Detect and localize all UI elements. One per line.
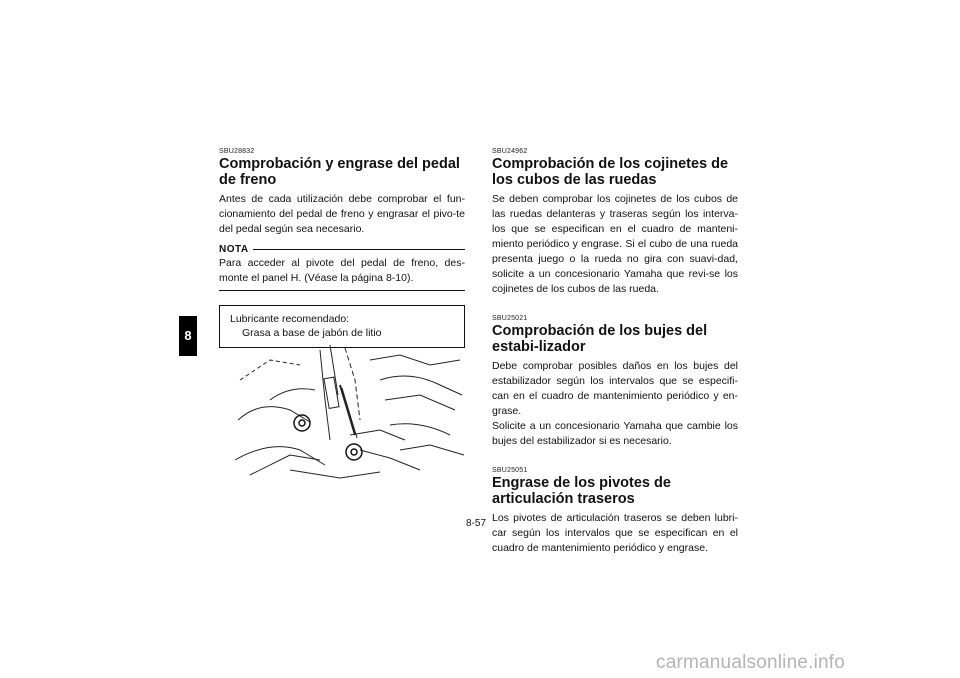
section-body-rear-pivots: Los pivotes de articulación traseros se deben lubri-car según los intervalos que se especifican en el cuadro de mantenimiento periódico y engrase. bbox=[492, 512, 738, 554]
section-title-brake-pedal: Comprobación y engrase del pedal de freno bbox=[219, 156, 460, 188]
lubricant-title: Lubricante recomendado: bbox=[230, 313, 350, 325]
section-code: SBU25021 bbox=[492, 315, 528, 322]
watermark: carmanualsonline.info bbox=[656, 652, 846, 673]
right-column bbox=[492, 148, 738, 556]
section-body-stabilizer-bushings-2: Solicite a un concesionario Yamaha que cambie los bujes del estabilizador si es necesario. bbox=[492, 420, 738, 447]
section-body-stabilizer-bushings: Debe comprobar posibles daños en los bujes del estabilizador según los intervalos que se especifi-can en el cuadro de mantenimiento periódico y en-grase. bbox=[492, 360, 738, 417]
section-body-brake-pedal: Antes de cada utilización debe comprobar el fun-cionamiento del pedal de freno y engrasar el pivo-te del pedal según sea necesario. bbox=[219, 193, 465, 235]
nota-rule bbox=[253, 249, 465, 250]
left-column bbox=[219, 148, 465, 348]
lubricant-value: Grasa a base de jabón de litio bbox=[242, 327, 382, 339]
nota-label: NOTA bbox=[219, 243, 249, 255]
chapter-tab: 8 bbox=[179, 316, 197, 356]
page-number: 8-57 bbox=[466, 518, 487, 529]
nota-text: Para acceder al pivote del pedal de freno, des-monte el panel H. (Véase la página 8-10). bbox=[219, 257, 465, 284]
nota-bottom-rule bbox=[219, 290, 465, 291]
section-code: SBU24962 bbox=[492, 148, 528, 155]
brake-pedal-illustration bbox=[230, 340, 466, 482]
section-title-rear-pivots: Engrase de los pivotes de articulación traseros bbox=[492, 475, 671, 507]
section-title-stabilizer-bushings: Comprobación de los bujes del estabi-lizador bbox=[492, 323, 708, 355]
section-body-wheel-bearings: Se deben comprobar los cojinetes de los cubos de las ruedas delanteras y traseras según los interva-los que se especifican en el cuadro de manteni-miento periódico y engrase. Si el cubo de una rueda presenta juego o la rueda no gira con suavi-dad, solicite a un concesionario Yamaha que revi-se los cojinetes de los cubos de las rueda. bbox=[492, 193, 738, 295]
nota-header bbox=[219, 243, 465, 255]
section-code: SBU28832 bbox=[219, 148, 255, 155]
section-title-wheel-bearings: Comprobación de los cojinetes de los cubos de las ruedas bbox=[492, 156, 729, 188]
section-code: SBU25051 bbox=[492, 467, 528, 474]
